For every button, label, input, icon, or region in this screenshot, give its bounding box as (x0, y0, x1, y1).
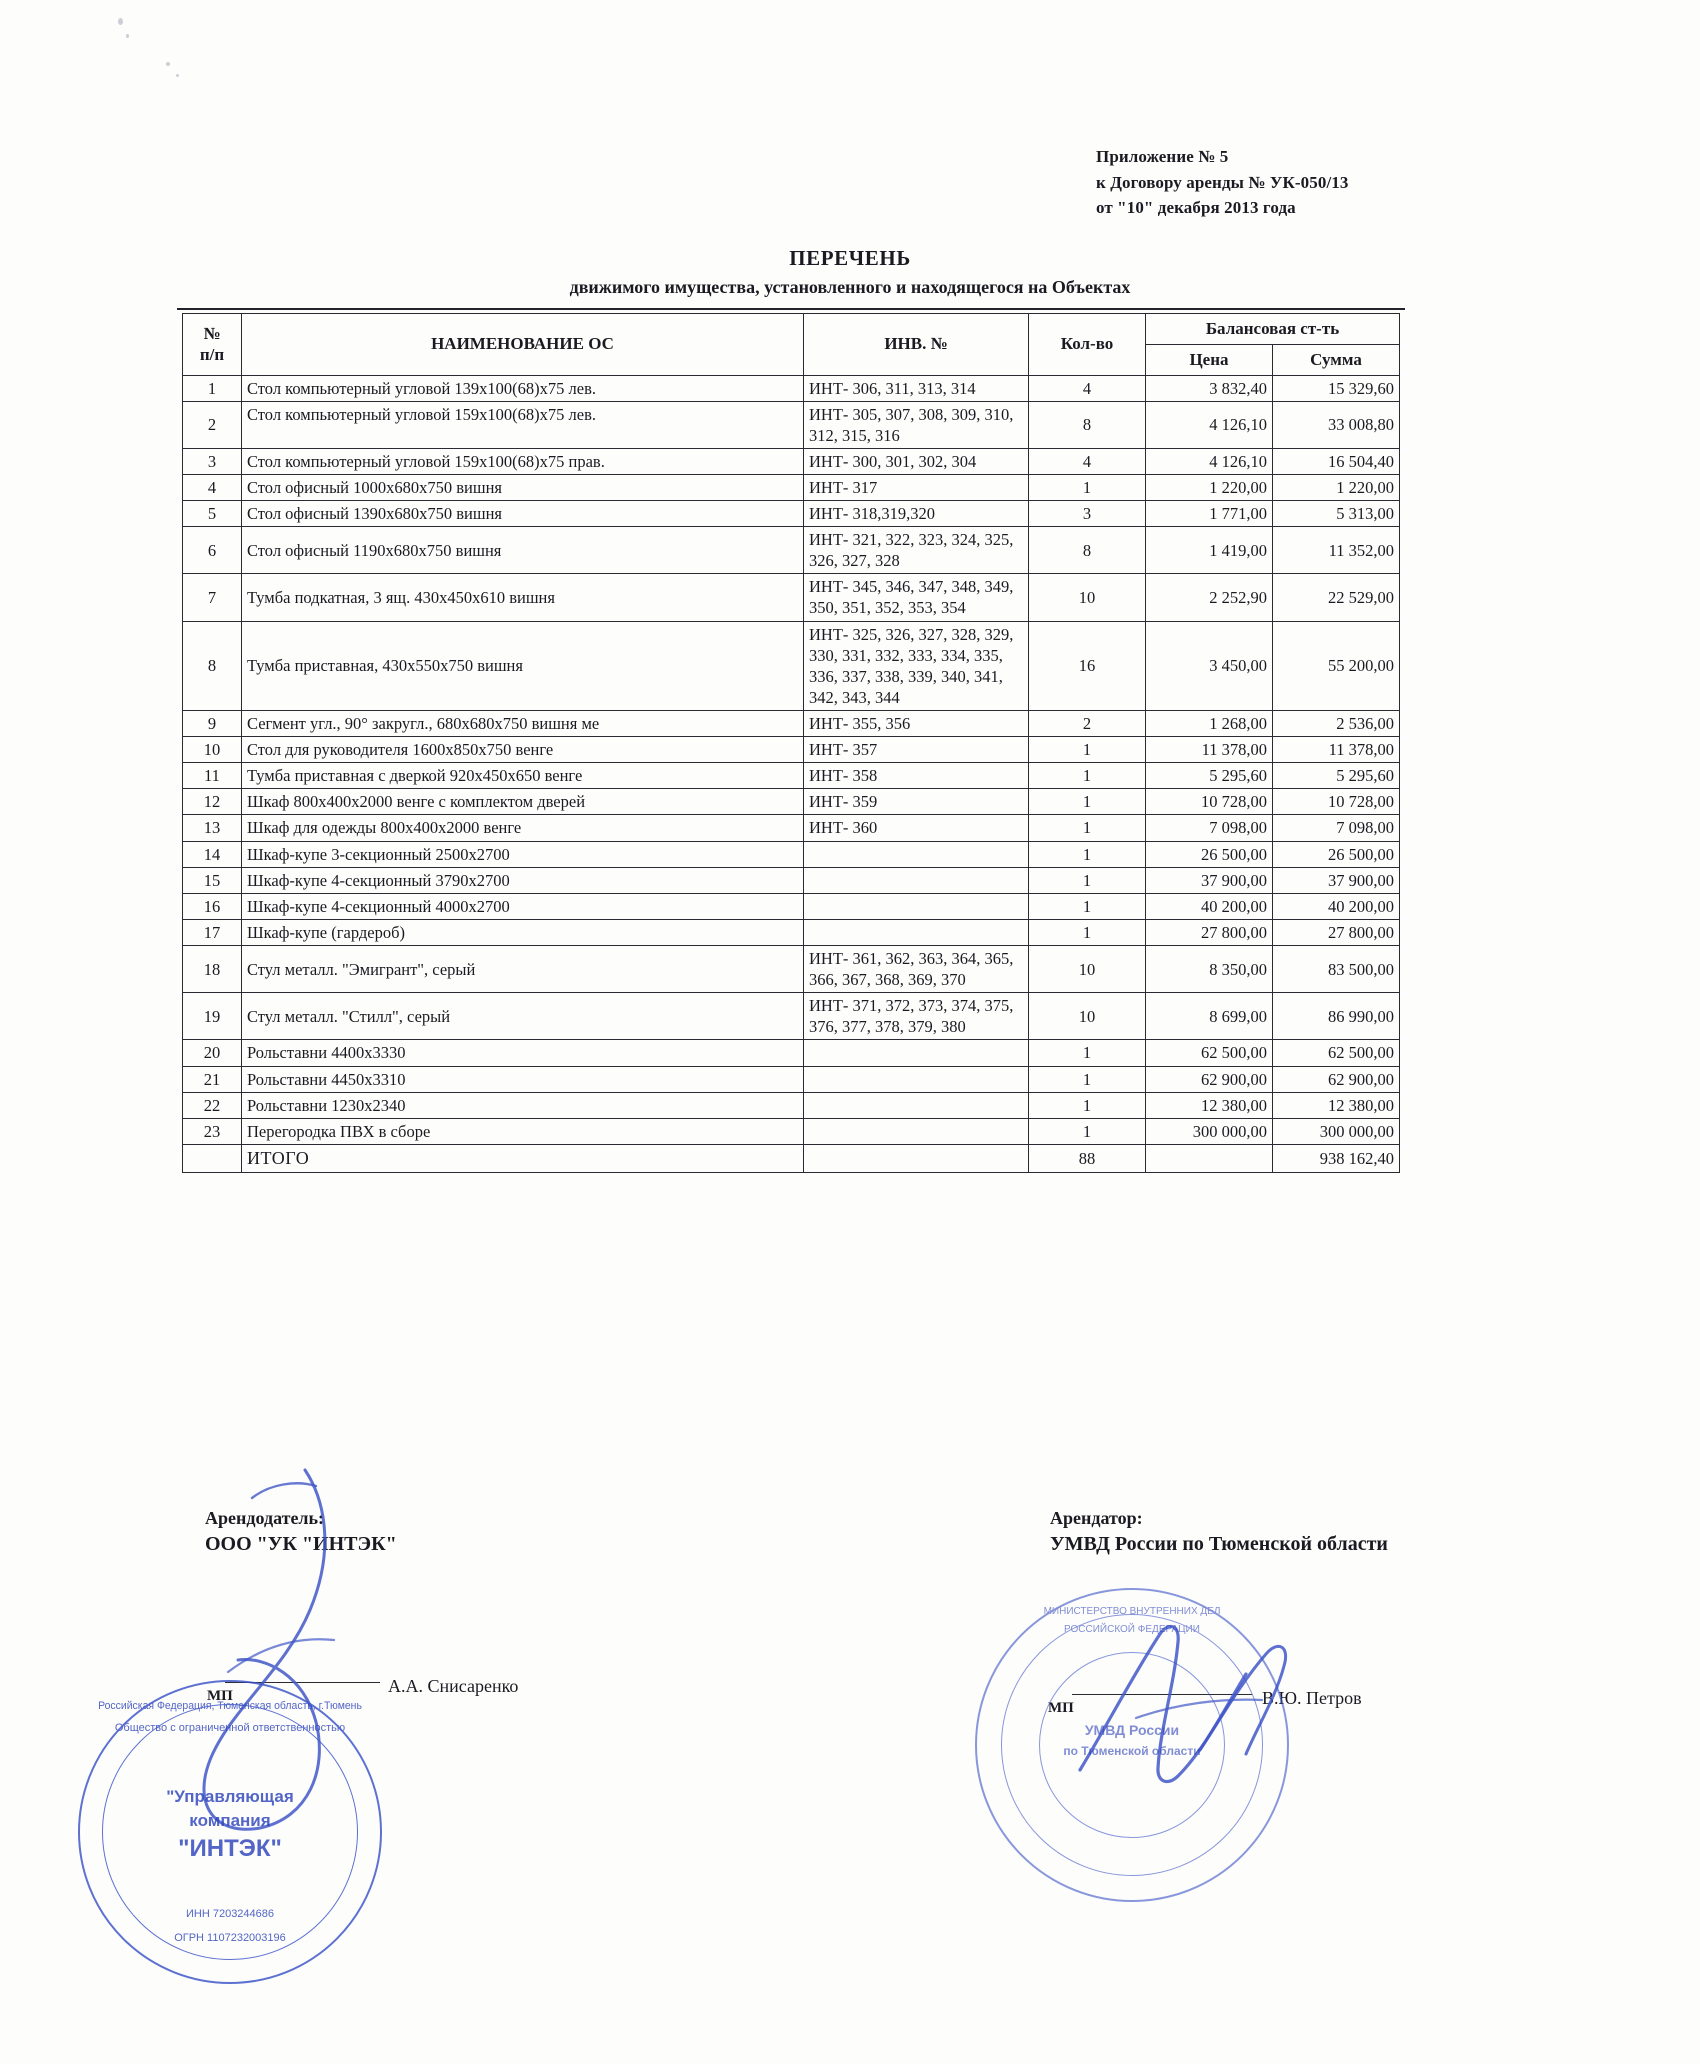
cell-num: 8 (183, 621, 242, 710)
cell-num: 21 (183, 1066, 242, 1092)
cell-num: 6 (183, 527, 242, 574)
cell-total-spacer (183, 1144, 242, 1172)
cell-num: 14 (183, 841, 242, 867)
cell-qty: 1 (1029, 815, 1146, 841)
cell-price: 1 419,00 (1146, 527, 1273, 574)
cell-qty: 1 (1029, 1066, 1146, 1092)
cell-name: Шкаф-купе (гардероб) (242, 919, 804, 945)
cell-inv: ИНТ- 305, 307, 308, 309, 310, 312, 315, 316 (804, 401, 1029, 448)
tenant-role: Арендатор: (1050, 1508, 1143, 1528)
cell-price: 40 200,00 (1146, 893, 1273, 919)
cell-num: 15 (183, 867, 242, 893)
landlord-stamp-arc-bottom: ИНН 7203244686 (185, 1908, 275, 1920)
cell-qty: 10 (1029, 993, 1146, 1040)
table-row (183, 375, 1400, 401)
cell-name: Стол компьютерный угловой 159х100(68)х75 прав. (242, 448, 804, 474)
tenant-stamp-line1: МИНИСТЕРСТВО ВНУТРЕННИХ ДЕЛ (1043, 1606, 1221, 1617)
cell-qty: 1 (1029, 1040, 1146, 1066)
signature-block-tenant (1050, 1508, 1388, 1556)
cell-num: 4 (183, 474, 242, 500)
cell-num: 7 (183, 574, 242, 621)
tenant-signer-name: В.Ю. Петров (1262, 1688, 1362, 1708)
scan-speck (126, 34, 129, 38)
cell-name: Стул металл. "Эмигрант", серый (242, 946, 804, 993)
table-row (183, 621, 1400, 710)
cell-total-inv (804, 1144, 1029, 1172)
table-row (183, 1118, 1400, 1144)
cell-inv: ИНТ- 325, 326, 327, 328, 329, 330, 331, 332, 333, 334, 335, 336, 337, 338, 339, 340, 341, 342, 343, 344 (804, 621, 1029, 710)
cell-price: 4 126,10 (1146, 401, 1273, 448)
landlord-stamp-line2: компания (189, 1811, 271, 1830)
cell-total-label: ИТОГО (242, 1144, 804, 1172)
page-subtitle: движимого имущества, установленного и находящегося на Объектах (569, 277, 1131, 297)
cell-name: Сегмент угл., 90° закругл., 680х680х750 вишня ме (242, 711, 804, 737)
cell-num: 20 (183, 1040, 242, 1066)
tenant-mp-label: МП (1048, 1700, 1074, 1716)
cell-sum: 83 500,00 (1273, 946, 1400, 993)
cell-sum: 10 728,00 (1273, 789, 1400, 815)
cell-name: Рольставни 1230х2340 (242, 1092, 804, 1118)
cell-sum: 22 529,00 (1273, 574, 1400, 621)
cell-price: 62 900,00 (1146, 1066, 1273, 1092)
cell-num: 22 (183, 1092, 242, 1118)
cell-sum: 62 900,00 (1273, 1066, 1400, 1092)
cell-name: Стол для руководителя 1600х850х750 венге (242, 737, 804, 763)
cell-price: 8 699,00 (1146, 993, 1273, 1040)
cell-name: Тумба приставная с дверкой 920х450х650 венге (242, 763, 804, 789)
cell-inv: ИНТ- 306, 311, 313, 314 (804, 375, 1029, 401)
col-header-num (183, 314, 242, 376)
cell-price: 300 000,00 (1146, 1118, 1273, 1144)
cell-num: 23 (183, 1118, 242, 1144)
cell-price: 5 295,60 (1146, 763, 1273, 789)
cell-name: Стол компьютерный угловой 159х100(68)х75 лев. (242, 401, 804, 448)
scan-speck (176, 74, 179, 77)
cell-num: 2 (183, 401, 242, 448)
cell-price: 1 268,00 (1146, 711, 1273, 737)
col-header-sum: Сумма (1273, 344, 1400, 375)
table-row (183, 1066, 1400, 1092)
cell-qty: 1 (1029, 789, 1146, 815)
cell-price: 4 126,10 (1146, 448, 1273, 474)
table-head (183, 314, 1400, 376)
landlord-stamp-inner-ring (102, 1704, 358, 1960)
table-row (183, 893, 1400, 919)
cell-sum: 37 900,00 (1273, 867, 1400, 893)
col-header-qty: Кол-во (1029, 314, 1146, 376)
table-row (183, 501, 1400, 527)
cell-name: Шкаф-купе 3-секционный 2500х2700 (242, 841, 804, 867)
cell-qty: 1 (1029, 737, 1146, 763)
tenant-stamp (975, 1588, 1289, 1902)
landlord-stamp-arc-top2: Общество с ограниченной ответственностью (114, 1722, 346, 1734)
cell-sum: 62 500,00 (1273, 1040, 1400, 1066)
table-row (183, 474, 1400, 500)
table-total-row (183, 1144, 1400, 1172)
cell-num: 1 (183, 375, 242, 401)
cell-inv: ИНТ- 371, 372, 373, 374, 375, 376, 377, 378, 379, 380 (804, 993, 1029, 1040)
cell-sum: 40 200,00 (1273, 893, 1400, 919)
cell-name: Шкаф для одежды 800х400х2000 венге (242, 815, 804, 841)
cell-sum: 55 200,00 (1273, 621, 1400, 710)
scan-speck (166, 62, 170, 66)
cell-price: 10 728,00 (1146, 789, 1273, 815)
cell-inv: ИНТ- 359 (804, 789, 1029, 815)
cell-num: 9 (183, 711, 242, 737)
page-title: ПЕРЕЧЕНЬ (789, 246, 911, 270)
cell-price: 62 500,00 (1146, 1040, 1273, 1066)
cell-qty: 1 (1029, 1092, 1146, 1118)
cell-name: Шкаф-купе 4-секционный 3790х2700 (242, 867, 804, 893)
cell-sum: 12 380,00 (1273, 1092, 1400, 1118)
cell-qty: 1 (1029, 1118, 1146, 1144)
cell-price: 37 900,00 (1146, 867, 1273, 893)
cell-sum: 15 329,60 (1273, 375, 1400, 401)
cell-inv (804, 919, 1029, 945)
cell-qty: 2 (1029, 711, 1146, 737)
landlord-stamp-line1: "Управляющая (166, 1787, 294, 1806)
cell-qty: 1 (1029, 867, 1146, 893)
tenant-stamp-line2: РОССИЙСКОЙ ФЕДЕРАЦИИ (1064, 1624, 1200, 1635)
cell-total-qty: 88 (1029, 1144, 1146, 1172)
table-row (183, 1040, 1400, 1066)
cell-price: 7 098,00 (1146, 815, 1273, 841)
col-header-num-line1: № (203, 323, 221, 343)
cell-qty: 3 (1029, 501, 1146, 527)
cell-sum: 33 008,80 (1273, 401, 1400, 448)
scan-speck (118, 18, 123, 25)
cell-price: 1 220,00 (1146, 474, 1273, 500)
cell-sum: 1 220,00 (1273, 474, 1400, 500)
table-body (183, 375, 1400, 1172)
signature-block-landlord (205, 1508, 397, 1556)
cell-sum: 7 098,00 (1273, 815, 1400, 841)
cell-inv (804, 1066, 1029, 1092)
cell-price: 27 800,00 (1146, 919, 1273, 945)
cell-price: 8 350,00 (1146, 946, 1273, 993)
inventory-table (182, 313, 1400, 1173)
cell-inv (804, 1092, 1029, 1118)
header-line-1: Приложение № 5 (1096, 147, 1229, 166)
cell-inv (804, 867, 1029, 893)
landlord-signer-name: А.А. Снисаренко (388, 1676, 519, 1696)
cell-inv: ИНТ- 361, 362, 363, 364, 365, 366, 367, 368, 369, 370 (804, 946, 1029, 993)
col-header-price: Цена (1146, 344, 1273, 375)
cell-inv: ИНТ- 357 (804, 737, 1029, 763)
cell-name: Стол компьютерный угловой 139х100(68)х75 лев. (242, 375, 804, 401)
table-row (183, 401, 1400, 448)
cell-price: 11 378,00 (1146, 737, 1273, 763)
cell-sum: 11 378,00 (1273, 737, 1400, 763)
cell-num: 12 (183, 789, 242, 815)
cell-inv: ИНТ- 345, 346, 347, 348, 349, 350, 351, 352, 353, 354 (804, 574, 1029, 621)
table-row (183, 867, 1400, 893)
cell-price: 3 450,00 (1146, 621, 1273, 710)
table-row (183, 815, 1400, 841)
cell-name: Стол офисный 1000х680х750 вишня (242, 474, 804, 500)
cell-qty: 1 (1029, 474, 1146, 500)
table-row (183, 527, 1400, 574)
landlord-stamp (78, 1680, 382, 1984)
col-header-name: НАИМЕНОВАНИЕ ОС (242, 314, 804, 376)
cell-num: 3 (183, 448, 242, 474)
header-line-2: к Договору аренды № УК-050/13 (1096, 172, 1349, 192)
cell-inv: ИНТ- 360 (804, 815, 1029, 841)
table-row (183, 1092, 1400, 1118)
cell-name: Перегородка ПВХ в сборе (242, 1118, 804, 1144)
table-row (183, 841, 1400, 867)
cell-inv: ИНТ- 318,319,320 (804, 501, 1029, 527)
cell-qty: 1 (1029, 841, 1146, 867)
table-row (183, 448, 1400, 474)
cell-inv (804, 1040, 1029, 1066)
cell-sum: 26 500,00 (1273, 841, 1400, 867)
cell-num: 13 (183, 815, 242, 841)
col-header-inv: ИНВ. № (804, 314, 1029, 376)
cell-sum: 5 295,60 (1273, 763, 1400, 789)
table-row (183, 946, 1400, 993)
cell-num: 10 (183, 737, 242, 763)
table-row (183, 574, 1400, 621)
cell-name: Тумба подкатная, 3 ящ. 430х450х610 вишня (242, 574, 804, 621)
cell-name: Шкаф-купе 4-секционный 4000х2700 (242, 893, 804, 919)
landlord-role: Арендодатель: (205, 1508, 325, 1528)
cell-name: Стол офисный 1190х680х750 вишня (242, 527, 804, 574)
tenant-stamp-line3: УМВД России (1084, 1722, 1180, 1738)
cell-inv (804, 841, 1029, 867)
cell-name: Стол офисный 1390х680х750 вишня (242, 501, 804, 527)
cell-total-sum: 938 162,40 (1273, 1144, 1400, 1172)
landlord-org: ООО "УК "ИНТЭК" (205, 1533, 397, 1555)
cell-num: 19 (183, 993, 242, 1040)
landlord-stamp-arc-bottom2: ОГРН 1107232003196 (174, 1932, 286, 1944)
cell-qty: 8 (1029, 401, 1146, 448)
cell-price: 1 771,00 (1146, 501, 1273, 527)
cell-price: 26 500,00 (1146, 841, 1273, 867)
table-row (183, 711, 1400, 737)
cell-num: 18 (183, 946, 242, 993)
cell-qty: 10 (1029, 574, 1146, 621)
landlord-stamp-arc-top: Российская Федерация, Тюменская область, г.Тюмень (98, 1700, 362, 1712)
table-row (183, 763, 1400, 789)
cell-name: Тумба приставная, 430х550х750 вишня (242, 621, 804, 710)
header-line-3: от "10" декабря 2013 года (1096, 198, 1296, 217)
table-top-rule (177, 308, 1405, 310)
cell-price: 2 252,90 (1146, 574, 1273, 621)
cell-qty: 4 (1029, 375, 1146, 401)
landlord-mp-label: МП (207, 1688, 233, 1704)
cell-inv: ИНТ- 317 (804, 474, 1029, 500)
cell-qty: 4 (1029, 448, 1146, 474)
cell-qty: 16 (1029, 621, 1146, 710)
document-header (1096, 144, 1349, 221)
cell-name: Рольставни 4450х3310 (242, 1066, 804, 1092)
cell-num: 17 (183, 919, 242, 945)
cell-name: Рольставни 4400х3330 (242, 1040, 804, 1066)
table-row (183, 737, 1400, 763)
cell-qty: 1 (1029, 919, 1146, 945)
cell-num: 5 (183, 501, 242, 527)
cell-qty: 1 (1029, 893, 1146, 919)
tenant-org: УМВД России по Тюменской области (1050, 1533, 1388, 1555)
cell-sum: 5 313,00 (1273, 501, 1400, 527)
cell-sum: 300 000,00 (1273, 1118, 1400, 1144)
cell-num: 16 (183, 893, 242, 919)
cell-sum: 11 352,00 (1273, 527, 1400, 574)
landlord-stamp-line3: "ИНТЭК" (178, 1835, 282, 1862)
table-header-row (183, 314, 1400, 345)
cell-sum: 27 800,00 (1273, 919, 1400, 945)
col-header-num-line2: п/п (199, 345, 225, 365)
cell-inv (804, 893, 1029, 919)
cell-total-price (1146, 1144, 1273, 1172)
cell-sum: 2 536,00 (1273, 711, 1400, 737)
cell-inv: ИНТ- 358 (804, 763, 1029, 789)
cell-qty: 8 (1029, 527, 1146, 574)
tenant-stamp-line4: по Тюменской области (1063, 1744, 1201, 1758)
cell-inv (804, 1118, 1029, 1144)
col-header-balance: Балансовая ст-ть (1146, 314, 1400, 345)
cell-name: Шкаф 800х400х2000 венге с комплектом дверей (242, 789, 804, 815)
cell-inv: ИНТ- 300, 301, 302, 304 (804, 448, 1029, 474)
cell-sum: 86 990,00 (1273, 993, 1400, 1040)
cell-price: 12 380,00 (1146, 1092, 1273, 1118)
cell-price: 3 832,40 (1146, 375, 1273, 401)
cell-num: 11 (183, 763, 242, 789)
table-row (183, 919, 1400, 945)
table-row (183, 993, 1400, 1040)
cell-name: Стул металл. "Стилл", серый (242, 993, 804, 1040)
table-row (183, 789, 1400, 815)
cell-sum: 16 504,40 (1273, 448, 1400, 474)
cell-qty: 1 (1029, 763, 1146, 789)
cell-qty: 10 (1029, 946, 1146, 993)
cell-inv: ИНТ- 321, 322, 323, 324, 325, 326, 327, 328 (804, 527, 1029, 574)
cell-inv: ИНТ- 355, 356 (804, 711, 1029, 737)
